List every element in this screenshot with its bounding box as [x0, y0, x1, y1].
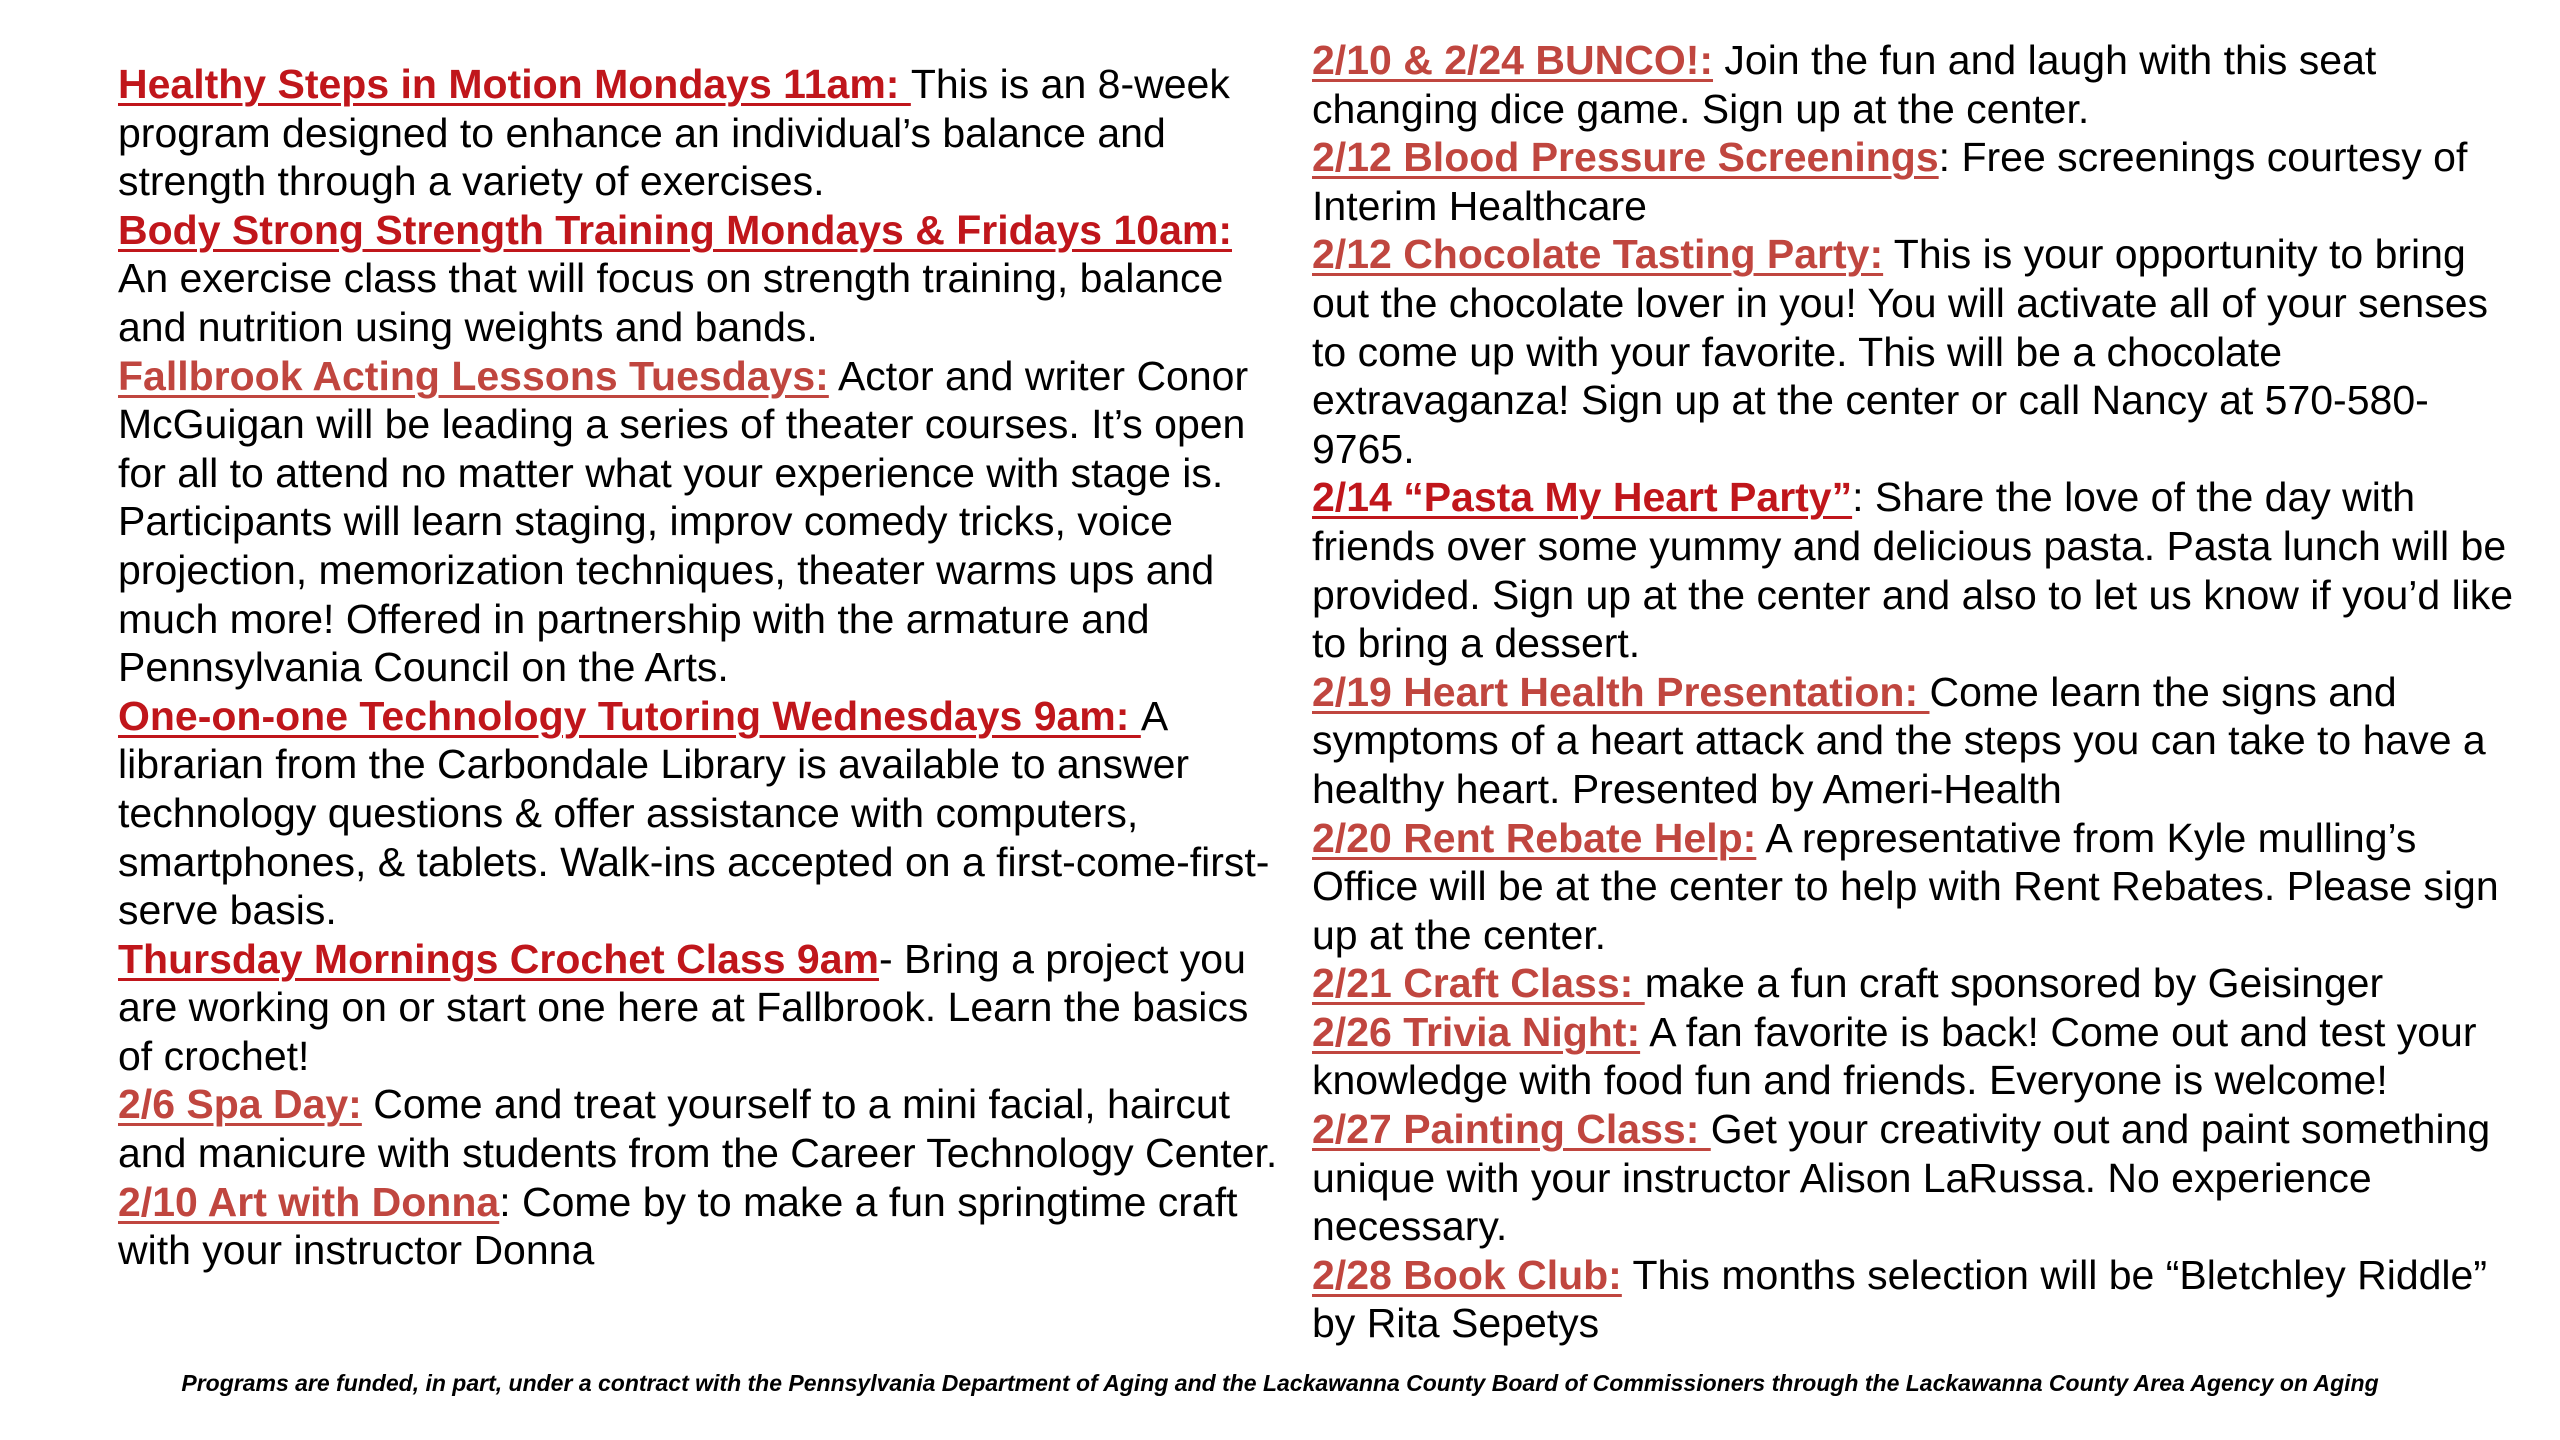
program-title: 2/10 Art with Donna	[118, 1178, 500, 1225]
event-description: : Free screenings courtesy of Interim Healthcare	[1312, 134, 2468, 229]
event-entry	[1312, 1251, 2527, 1348]
program-description: An exercise class that will focus on strength training, balance and nutrition using weights and bands.	[118, 255, 1224, 350]
event-title: 2/26 Trivia Night:	[1312, 1008, 1641, 1055]
event-description: A representative from Kyle mulling’s Office will be at the center to help with Rent Rebates. Please sign up at the center.	[1312, 814, 2499, 958]
event-entry	[1312, 230, 2527, 473]
program-entry	[118, 1178, 1278, 1275]
event-title: 2/20 Rent Rebate Help:	[1312, 814, 1757, 861]
event-title: 2/21 Craft Class:	[1312, 960, 1645, 1007]
event-entry	[1312, 473, 2527, 667]
event-description: This months selection will be “Bletchley Riddle” by Rita Sepetys	[1312, 1251, 2487, 1347]
event-entry	[1312, 36, 2527, 133]
program-entry	[118, 206, 1278, 352]
event-title: 2/28 Book Club:	[1312, 1251, 1622, 1298]
program-entry	[118, 1080, 1278, 1177]
left-column	[118, 60, 1278, 1275]
event-title: 2/12 Blood Pressure Screenings	[1312, 134, 1939, 181]
event-entry	[1312, 959, 2527, 1008]
program-entry	[118, 692, 1278, 935]
right-column	[1312, 36, 2527, 1348]
event-entry	[1312, 668, 2527, 814]
event-description: Get your creativity out and paint something unique with your instructor Alison LaRussa. No experience necessary.	[1312, 1106, 2491, 1250]
program-description: Actor and writer Conor McGuigan will be leading a series of theater courses. It’s open for all to attend no matter what your experience with stage is. Participants will learn staging, improv comedy tricks, voice projection, memorization techniques, theater warms ups and much more! Offered in partnership with the armature and Pennsylvania Council on the Arts.	[118, 352, 1249, 691]
event-description: Join the fun and laugh with this seat changing dice game. Sign up at the center.	[1312, 37, 2377, 132]
event-description: A fan favorite is back! Come out and test your knowledge with food fun and friends. Everyone is welcome!	[1312, 1008, 2477, 1104]
program-title: 2/6 Spa Day:	[118, 1081, 362, 1128]
program-description: This is an 8-week program designed to enhance an individual’s balance and strength through a variety of exercises.	[118, 61, 1230, 205]
program-title: Fallbrook Acting Lessons Tuesdays:	[118, 352, 829, 399]
event-title: 2/10 & 2/24 BUNCO!:	[1312, 37, 1714, 83]
event-entry	[1312, 133, 2527, 230]
event-description: Come learn the signs and symptoms of a heart attack and the steps you can take to have a healthy heart. Presented by Ameri-Health	[1312, 668, 2486, 812]
program-title: Healthy Steps in Motion Mondays 11am:	[118, 61, 911, 107]
funding-footer: Programs are funded, in part, under a contract with the Pennsylvania Department of Aging and the Lackawanna County Board of Commissioners through the Lackawanna County Area Agency on Aging	[181, 1370, 2379, 1396]
event-title: 2/14 “Pasta My Heart Party”	[1312, 474, 1853, 521]
event-description: This is your opportunity to bring out the chocolate lover in you! You will activate all of your senses to come up with your favorite. This will be a chocolate extravaganza! Sign up at the center or call Nancy at 570-580-9765.	[1312, 231, 2489, 472]
event-entry	[1312, 1105, 2527, 1251]
event-description: : Share the love of the day with friends over some yummy and delicious pasta. Pasta lunch will be provided. Sign up at the center and also to let us know if you’d like to bring a dessert.	[1312, 474, 2514, 667]
event-title: 2/19 Heart Health Presentation:	[1312, 668, 1930, 715]
program-entry	[118, 935, 1278, 1081]
event-entry	[1312, 814, 2527, 960]
event-entry	[1312, 1008, 2527, 1105]
program-description: - Bring a project you are working on or start one here at Fallbrook. Learn the basics of crochet!	[118, 935, 1249, 1079]
program-entry	[118, 352, 1278, 692]
program-title: Thursday Mornings Crochet Class 9am	[118, 935, 879, 982]
event-title: 2/27 Painting Class:	[1312, 1106, 1711, 1153]
program-entry	[118, 60, 1278, 206]
event-description: make a fun craft sponsored by Geisinger	[1644, 960, 2384, 1007]
event-title: 2/12 Chocolate Tasting Party:	[1312, 231, 1884, 278]
program-title: Body Strong Strength Training Mondays & Fridays 10am:	[118, 206, 1232, 253]
program-description: : Come by to make a fun springtime craft with your instructor Donna	[118, 1178, 1238, 1274]
program-description: Come and treat yourself to a mini facial, haircut and manicure with students from the Career Technology Center.	[118, 1081, 1278, 1177]
program-description: A librarian from the Carbondale Library is available to answer technology questions & offer assistance with computers, smartphones, & tablets. Walk-ins accepted on a first-come-first-serve basis.	[118, 692, 1270, 934]
program-title: One-on-one Technology Tutoring Wednesdays 9am:	[118, 692, 1141, 739]
